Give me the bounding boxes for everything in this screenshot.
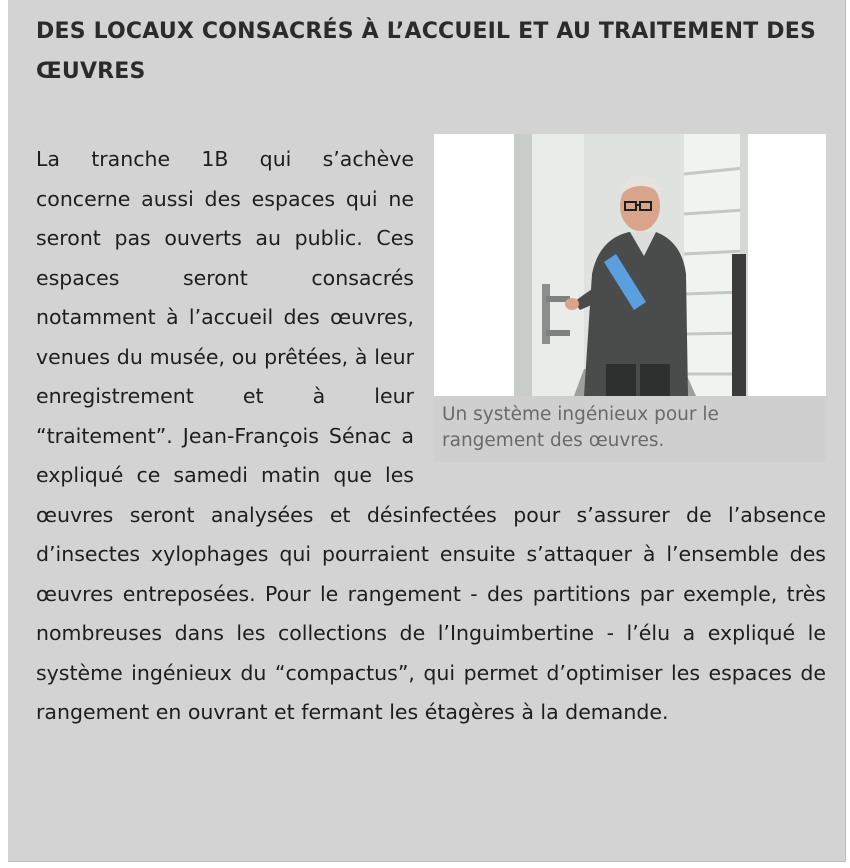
photo-caption: Un système ingénieux pour le rangement des œuvres. [434,396,826,462]
article-figure [434,134,826,464]
article-body [36,140,826,733]
article-panel [8,0,846,862]
article-title: DES LOCAUX CONSACRÉS À L’ACCUEIL ET AU TRAITEMENT DES ŒUVRES [36,19,817,84]
compactus-photo [434,134,826,396]
article-paragraph: La tranche 1B qui s’achève concerne aussi des espaces qui ne seront pas ouverts au public. Ces espaces seront consacrés notamment à l’accueil des œuvres, venues du musée, ou prêtées, à leur enregistrement et à leur “traitement”. Jean-François Sénac a expliqué ce samedi matin que les œuvres seront analysées et désinfectées pour s’assurer de l’absence d’insectes xylophages qui pourraient ensuite s’attaquer à l’ensemble des œuvres entreposées. Pour le rangement - des partitions par exemple, très nombreuses dans les collections de l’Inguimbertine - l’élu a expliqué le système ingénieux du “compactus”, qui permet d’optimiser les espaces de rangement en ouvrant et fermant les étagères à la demande. [36,147,826,724]
